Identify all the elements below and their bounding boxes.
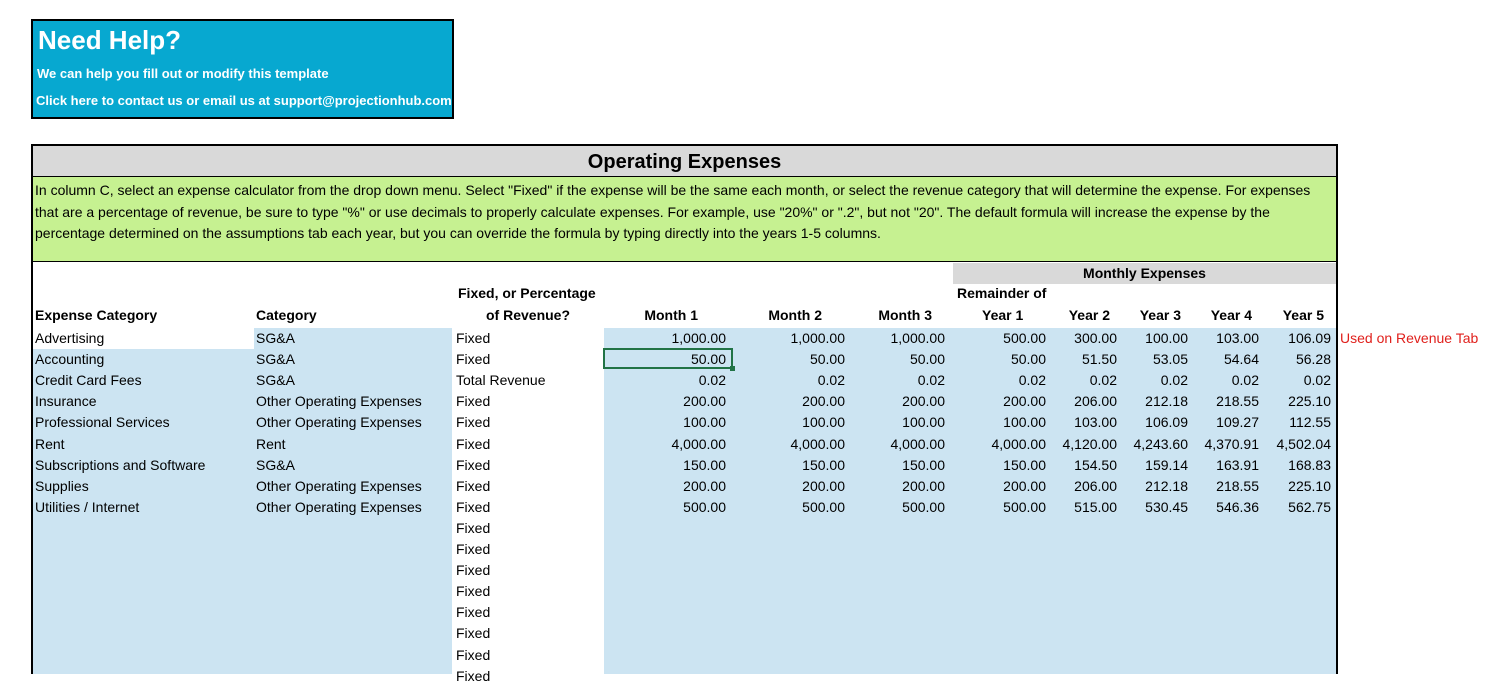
cell-y2[interactable]: 4,120.00 — [1062, 435, 1117, 452]
cell-m1[interactable]: 500.00 — [683, 498, 726, 515]
cell-y4[interactable]: 0.02 — [1231, 372, 1259, 389]
cell-m1[interactable]: 150.00 — [683, 456, 726, 473]
cell-y5[interactable]: 168.83 — [1288, 456, 1331, 473]
cell-m2[interactable]: 100.00 — [802, 414, 845, 431]
cell-m3[interactable]: 0.02 — [917, 372, 945, 389]
cell-m3[interactable]: 50.00 — [909, 351, 945, 368]
cell-cat[interactable]: Other Operating Expenses — [256, 477, 422, 494]
cell-calc[interactable]: Fixed — [456, 625, 491, 642]
cell-calc[interactable]: Fixed — [456, 414, 491, 431]
help-banner[interactable] — [31, 19, 454, 119]
cell-y5[interactable]: 0.02 — [1303, 372, 1331, 389]
cell-calc[interactable]: Fixed — [456, 456, 491, 473]
cell-r1[interactable]: 500.00 — [1003, 330, 1046, 346]
cell-y3[interactable]: 100.00 — [1145, 330, 1188, 346]
cell-name[interactable]: Rent — [35, 435, 65, 452]
cell-y3[interactable]: 159.14 — [1145, 456, 1188, 473]
header-year3: Year 3 — [1139, 307, 1181, 323]
cell-m3[interactable]: 1,000.00 — [890, 330, 945, 346]
cell-y5[interactable]: 106.09 — [1288, 330, 1331, 346]
cell-cat[interactable]: SG&A — [256, 351, 295, 368]
cell-m1[interactable]: 1,000.00 — [671, 330, 726, 346]
header-remainder-line1: Remainder of — [957, 285, 1047, 301]
help-title: Need Help? — [38, 25, 182, 55]
cell-calc[interactable]: Fixed — [456, 667, 491, 684]
cell-cat[interactable]: Other Operating Expenses — [256, 393, 422, 410]
header-month1: Month 1 — [644, 307, 698, 323]
cell-calc[interactable]: Fixed — [456, 330, 491, 346]
cell-name[interactable]: Utilities / Internet — [35, 498, 140, 515]
cell-r1[interactable]: 4,000.00 — [991, 435, 1046, 452]
cell-cat[interactable]: SG&A — [256, 456, 295, 473]
cell-calc[interactable]: Fixed — [456, 583, 491, 600]
sheet-title: Operating Expenses — [33, 146, 1336, 177]
cell-name[interactable]: Advertising — [35, 330, 105, 346]
cell-m2[interactable]: 500.00 — [802, 498, 845, 515]
cell-cat[interactable]: SG&A — [256, 330, 295, 346]
cell-y5[interactable]: 225.10 — [1288, 477, 1331, 494]
instructions-box — [33, 177, 1336, 262]
cell-m1[interactable]: 100.00 — [683, 414, 726, 431]
instructions-text: In column C, select an expense calculator from the drop down menu. Select "Fixed" if the expense will be the same each month, or select the revenue category that will determine the expense. For expenses that are a percentage of revenue, be sure to type "%" or use decimals to properly calculate expenses. For example, use "20%" or ".2", but not "20". The default formula will increase the expense by the percentage determined on the assumptions tab each year, but you can override the formula by typing directly into the years 1-5 columns. — [35, 182, 1311, 241]
cell-m3[interactable]: 100.00 — [902, 414, 945, 431]
cell-m1[interactable]: 200.00 — [683, 477, 726, 494]
cell-y4[interactable]: 163.91 — [1216, 456, 1259, 473]
cell-m3[interactable]: 500.00 — [902, 498, 945, 515]
cell-m3[interactable]: 200.00 — [902, 477, 945, 494]
cell-name[interactable]: Supplies — [35, 477, 89, 494]
side-note: Used on Revenue Tab — [1340, 330, 1479, 346]
cell-y4[interactable]: 103.00 — [1216, 330, 1259, 346]
cell-m3[interactable]: 150.00 — [902, 456, 945, 473]
cell-y2[interactable]: 206.00 — [1074, 477, 1117, 494]
cell-r1[interactable]: 50.00 — [1010, 351, 1046, 368]
cell-calc[interactable]: Fixed — [456, 646, 491, 663]
cell-y4[interactable]: 218.55 — [1216, 393, 1259, 410]
cell-y4[interactable]: 54.64 — [1223, 351, 1259, 368]
header-remainder-line2: Year 1 — [982, 307, 1024, 323]
cell-y3[interactable]: 530.45 — [1145, 498, 1188, 515]
cell-m1[interactable]: 4,000.00 — [671, 435, 726, 452]
header-fixed-line2: of Revenue? — [486, 307, 571, 323]
cell-y2[interactable]: 0.02 — [1089, 372, 1117, 389]
cell-name[interactable]: Professional Services — [35, 414, 170, 431]
cell-cat[interactable]: Rent — [256, 435, 286, 452]
cell-y4[interactable]: 109.27 — [1216, 414, 1259, 431]
cell-y2[interactable]: 51.50 — [1081, 351, 1117, 368]
cell-y4[interactable]: 546.36 — [1216, 498, 1259, 515]
cell-calc[interactable]: Fixed — [456, 541, 491, 557]
cell-calc[interactable]: Fixed — [456, 435, 491, 452]
cell-r1[interactable]: 150.00 — [1003, 456, 1046, 473]
cell-y2[interactable]: 154.50 — [1074, 456, 1117, 473]
header-year5: Year 5 — [1282, 307, 1324, 323]
cell-y5[interactable]: 562.75 — [1288, 498, 1331, 515]
cell-name[interactable]: Subscriptions and Software — [35, 456, 206, 473]
cell-name[interactable]: Credit Card Fees — [35, 372, 142, 389]
cell-m2[interactable]: 200.00 — [802, 393, 845, 410]
cell-y3[interactable]: 0.02 — [1160, 372, 1188, 389]
cell-m1[interactable]: 200.00 — [683, 393, 726, 410]
cell-y3[interactable]: 212.18 — [1145, 393, 1188, 410]
monthly-expenses-band: Monthly Expenses — [953, 263, 1336, 284]
cell-calc[interactable]: Fixed — [456, 393, 491, 410]
cell-m2[interactable]: 150.00 — [802, 456, 845, 473]
cell-calc[interactable]: Fixed — [456, 604, 491, 621]
header-expense-category: Expense Category — [35, 307, 158, 323]
cell-calc[interactable]: Fixed — [456, 562, 491, 579]
cell-calc[interactable]: Fixed — [456, 351, 491, 368]
cell-y5[interactable]: 56.28 — [1295, 351, 1331, 368]
cell-name[interactable]: Insurance — [35, 393, 97, 410]
cell-name[interactable]: Accounting — [35, 351, 105, 368]
cell-cat[interactable]: Other Operating Expenses — [256, 414, 422, 431]
cell-y2[interactable]: 103.00 — [1074, 414, 1117, 431]
cell-y5[interactable]: 4,502.04 — [1276, 435, 1331, 452]
cell-y3[interactable]: 106.09 — [1145, 414, 1188, 431]
header-month2: Month 2 — [768, 307, 822, 323]
cell-m2[interactable]: 200.00 — [802, 477, 845, 494]
cell-m3[interactable]: 4,000.00 — [890, 435, 945, 452]
cell-m3[interactable]: 200.00 — [902, 393, 945, 410]
sheet-border — [1336, 144, 1338, 674]
cell-m2[interactable]: 0.02 — [817, 372, 845, 389]
cell-y3[interactable]: 53.05 — [1152, 351, 1188, 368]
cell-calc[interactable]: Fixed — [456, 519, 491, 536]
cell-y2[interactable]: 206.00 — [1074, 393, 1117, 410]
cell-r1[interactable]: 0.02 — [1018, 372, 1046, 389]
cell-m1[interactable]: 0.02 — [698, 372, 726, 389]
cell-r1[interactable]: 100.00 — [1003, 414, 1046, 431]
cell-y4[interactable]: 4,370.91 — [1204, 435, 1259, 452]
cell-m2[interactable]: 50.00 — [809, 351, 845, 368]
header-category: Category — [256, 307, 317, 323]
cell-y5[interactable]: 225.10 — [1288, 393, 1331, 410]
cell-y2[interactable]: 300.00 — [1074, 330, 1117, 346]
help-line: We can help you fill out or modify this template — [37, 66, 329, 81]
cell-y3[interactable]: 4,243.60 — [1133, 435, 1188, 452]
cell-m2[interactable]: 4,000.00 — [790, 435, 845, 452]
header-month3: Month 3 — [878, 307, 932, 323]
contact-link[interactable]: Click here to contact us or email us at support@projectionhub.com — [36, 93, 452, 108]
cell-y2[interactable]: 515.00 — [1074, 498, 1117, 515]
cell-r1[interactable]: 200.00 — [1003, 393, 1046, 410]
header-fixed-line1: Fixed, or Percentage — [458, 285, 596, 301]
cell-calc[interactable]: Total Revenue — [456, 372, 546, 389]
cell-cat[interactable]: SG&A — [256, 372, 295, 389]
selected-cell[interactable] — [603, 348, 733, 369]
cell-r1[interactable]: 500.00 — [1003, 498, 1046, 515]
cell-calc[interactable]: Fixed — [456, 498, 491, 515]
header-year2: Year 2 — [1068, 307, 1110, 323]
cell-y3[interactable]: 212.18 — [1145, 477, 1188, 494]
cell-r1[interactable]: 200.00 — [1003, 477, 1046, 494]
cell-y5[interactable]: 112.55 — [1289, 414, 1331, 431]
cell-m2[interactable]: 1,000.00 — [790, 330, 845, 346]
cell-cat[interactable]: Other Operating Expenses — [256, 498, 422, 515]
cell-calc[interactable]: Fixed — [456, 477, 491, 494]
header-year4: Year 4 — [1210, 307, 1252, 323]
cell-y4[interactable]: 218.55 — [1216, 477, 1259, 494]
cell-m1[interactable]: 50.00 — [690, 351, 726, 368]
